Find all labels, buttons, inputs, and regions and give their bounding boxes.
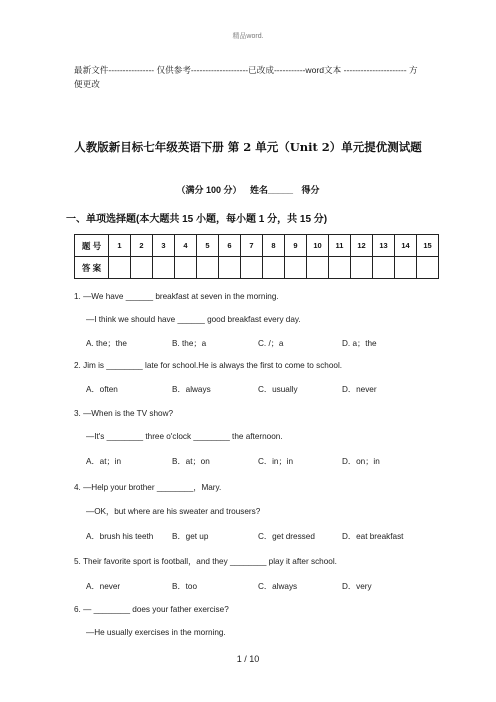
answer-table-number: 4 [175, 235, 197, 257]
name-field-label: 姓名_____ [249, 185, 294, 195]
question-1-stem: 1. —We have ______ breakfast at seven in the morning. [74, 292, 279, 301]
answer-cell[interactable] [285, 257, 307, 279]
answer-table-number: 5 [197, 235, 219, 257]
option-d: D．never [342, 385, 377, 394]
option-c: C. /；a [258, 339, 284, 348]
question-2-stem: 2. Jim is ________ late for school.He is always the first to come to school. [74, 361, 343, 370]
answer-cell[interactable] [351, 257, 373, 279]
option-a: A. the；the [86, 339, 127, 348]
answer-cell[interactable] [241, 257, 263, 279]
option-c: C．in；in [258, 457, 294, 466]
page-number: 1 / 10 [236, 654, 260, 664]
answer-cell[interactable] [219, 257, 241, 279]
question-5-options [86, 581, 372, 592]
question-6-stem: 6. — ________ does your father exercise? [74, 605, 229, 614]
answer-cell[interactable] [263, 257, 285, 279]
answer-table-number: 11 [329, 235, 351, 257]
answer-table-number: 1 [109, 235, 131, 257]
question-3-reply: —It's ________ three o'clock ________ the afternoon. [86, 432, 283, 441]
number-row-label: 题 号 [75, 235, 109, 257]
option-a: A．often [86, 385, 118, 394]
question-3-options [86, 456, 380, 467]
answer-cell[interactable] [373, 257, 395, 279]
answer-cell[interactable] [329, 257, 351, 279]
option-d: D．eat breakfast [342, 532, 404, 541]
answer-table-number: 7 [241, 235, 263, 257]
answer-cell[interactable] [131, 257, 153, 279]
answer-table-number: 9 [285, 235, 307, 257]
score-line [0, 183, 496, 196]
question-4-reply: —OK，but where are his sweater and trousers? [86, 507, 261, 516]
question-4-options [86, 531, 403, 542]
answer-row-label: 答 案 [75, 257, 109, 279]
answer-table-number: 2 [131, 235, 153, 257]
option-d: D. a；the [342, 339, 377, 348]
answer-cell[interactable] [175, 257, 197, 279]
option-d: D．on；in [342, 457, 380, 466]
option-b: B．get up [172, 532, 209, 541]
answer-table-number: 3 [153, 235, 175, 257]
answer-table-number: 8 [263, 235, 285, 257]
answer-table-answer-row [75, 257, 439, 279]
header-watermark: 精品word. [232, 33, 264, 40]
section-title: 一、单项选择题(本大题共 15 小题，每小题 1 分，共 15 分) [66, 214, 328, 225]
answer-cell[interactable] [109, 257, 131, 279]
answer-cell[interactable] [153, 257, 175, 279]
answer-table-number-row [75, 235, 439, 257]
answer-cell[interactable] [417, 257, 439, 279]
question-1-reply: —I think we should have ______ good breakfast every day. [86, 315, 301, 324]
option-c: C．usually [258, 385, 298, 394]
option-a: A．never [86, 582, 121, 591]
question-3-stem: 3. —When is the TV show? [74, 409, 174, 418]
option-d: D．very [342, 582, 372, 591]
page-title: 人教版新目标七年级英语下册 第 2 单元（Unit 2）单元提优测试题 [74, 140, 422, 154]
option-c: C．get dressed [258, 532, 315, 541]
option-c: C．always [258, 582, 298, 591]
answer-cell[interactable] [395, 257, 417, 279]
notice-line: 最新文件---------------- 仅供参考--------------------已改成-----------word文本 ---------------------- 方便更改 [74, 65, 418, 89]
question-5-stem: 5. Their favorite sport is football，and they ________ play it after school. [74, 557, 337, 566]
answer-table-number: 13 [373, 235, 395, 257]
option-b: B．at；on [172, 457, 210, 466]
answer-cell[interactable] [307, 257, 329, 279]
question-4-stem: 4. —Help your brother ________，Mary. [74, 483, 222, 492]
option-a: A．at；in [86, 457, 122, 466]
answer-table-number: 6 [219, 235, 241, 257]
question-1-options [86, 338, 377, 349]
answer-table-number: 14 [395, 235, 417, 257]
option-b: B．too [172, 582, 198, 591]
option-a: A．brush his teeth [86, 532, 154, 541]
answer-table-number: 12 [351, 235, 373, 257]
full-score-label: （满分 100 分） [176, 185, 242, 195]
answer-table-number: 10 [307, 235, 329, 257]
score-field-label: 得分 [301, 185, 320, 195]
question-2-options [86, 384, 377, 395]
question-6-reply: —He usually exercises in the morning. [86, 628, 226, 637]
answer-cell[interactable] [197, 257, 219, 279]
option-b: B. the；a [172, 339, 207, 348]
option-b: B．always [172, 385, 211, 394]
answer-table [74, 234, 439, 279]
answer-table-number: 15 [417, 235, 439, 257]
